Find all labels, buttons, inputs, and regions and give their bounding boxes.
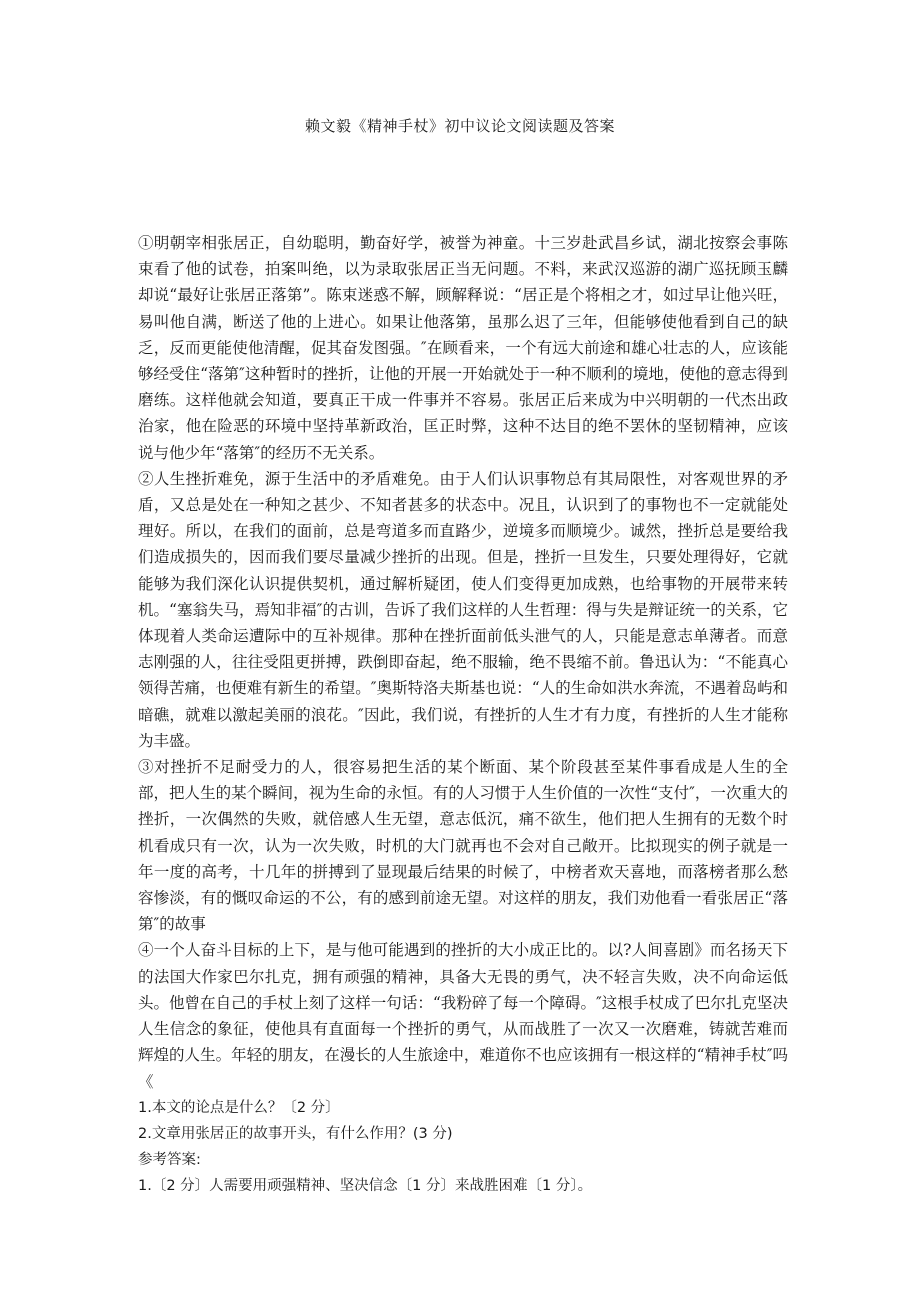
document-body bbox=[138, 230, 788, 1200]
question-2: 2.文章用张居正的故事开头，有什么作用？(3 分) bbox=[138, 1125, 453, 1142]
paragraph-4: ④一个人奋斗目标的上下，是与他可能遇到的挫折的大小成正比的。以?人间喜剧》而名扬天下的法国大作家巴尔扎克，拥有顽强的精神，具备大无畏的勇气，决不轻言失败，决不向命运低头。他曾在自己的手杖上刻了这样一句话：“我粉碎了每一个障碍。″这根手杖成了巴尔扎克坚决人生信念的象征，使他具有直面每一个挫折的勇气，从而战胜了一次又一次磨难，铸就苦难而辉煌的人生。年轻的朋友，在漫长的人生旅途中，难道你不也应该拥有一根这样的“精神手杖″吗《 bbox=[138, 941, 788, 1091]
answer-1: 1.〔2 分〕人需要用顽强精神、坚决信念〔1 分〕来战胜困难〔1 分〕。 bbox=[138, 1178, 593, 1195]
document-title: 赖文毅《精神手杖》初中议论文阅读题及答案 bbox=[304, 117, 615, 135]
paragraph-3: ③对挫折不足耐受力的人，很容易把生活的某个断面、某个阶段甚至某件事看成是人生的全部，把人生的某个瞬间，视为生命的永恒。有的人习惯于人生价值的一次性“支付″，一次重大的挫折，一次偶然的失败，就倍感人生无望，意志低沉，痛不欲生，他们把人生拥有的无数个时机看成只有一次，认为一次失败，时机的大门就再也不会对自己敞开。比拟现实的例子就是一年一度的高考，十几年的拼搏到了显现最后结果的时候了，中榜者欢天喜地，而落榜者那么愁容惨淡，有的慨叹命运的不公，有的感到前途无望。对这样的朋友，我们劝他看一看张居正“落第″的故事 bbox=[138, 758, 788, 934]
question-1: 1.本文的论点是什么？〔2 分〕 bbox=[138, 1099, 340, 1116]
paragraph-1: ①明朝宰相张居正，自幼聪明，勤奋好学，被誉为神童。十三岁赴武昌乡试，湖北按察会事陈束看了他的试卷，拍案叫绝，以为录取张居正当无问题。不料，来武汉巡游的湖广巡抚顾玉麟却说“最好让张居正落第”。陈束迷惑不解，顾解释说：“居正是个将相之才，如过早让他兴旺，易叫他自满，断送了他的上进心。如果让他落第，虽那么迟了三年，但能够使他看到自己的缺乏，反而更能使他清醒，促其奋发图强。″在顾看来，一个有远大前途和雄心壮志的人，应该能够经受住“落第″这种暂时的挫折，让他的开展一开始就处于一种不顺利的境地，使他的意志得到磨练。这样他就会知道，要真正干成一件事并不容易。张居正后来成为中兴明朝的一代杰出政治家，他在险恶的环境中坚持革新政治，匡正时弊，这种不达目的绝不罢休的坚韧精神，应该说与他少年“落第″的经历不无关系。 bbox=[138, 234, 788, 462]
answer-heading: 参考答案: bbox=[138, 1152, 201, 1169]
paragraph-2: ②人生挫折难免，源于生活中的矛盾难免。由于人们认识事物总有其局限性，对客观世界的矛盾，又总是处在一种知之甚少、不知者甚多的状态中。况且，认识到了的事物也不一定就能处理好。所以，在我们的面前，总是弯道多而直路少，逆境多而顺境少。诚然，挫折总是要给我们造成损失的，因而我们要尽量减少挫折的出现。但是，挫折一旦发生，只要处理得好，它就能够为我们深化认识提供契机，通过解析疑团，使人们变得更加成熟，也给事物的开展带来转机。“塞翁失马，焉知非福″的古训，告诉了我们这样的人生哲理：得与失是辩证统一的关系，它体现着人类命运遭际中的互补规律。那种在挫折面前低头泄气的人，只能是意志单薄者。而意志刚强的人，往往受阻更拼搏，跌倒即奋起，绝不服输，绝不畏缩不前。鲁迅认为：“不能真心领得苦痛，也便难有新生的希望。″奥斯特洛夫斯基也说：“人的生命如洪水奔流，不遇着岛屿和暗礁，就难以激起美丽的浪花。″因此，我们说，有挫折的人生才有力度，有挫折的人生才能称为丰盛。 bbox=[138, 469, 788, 750]
